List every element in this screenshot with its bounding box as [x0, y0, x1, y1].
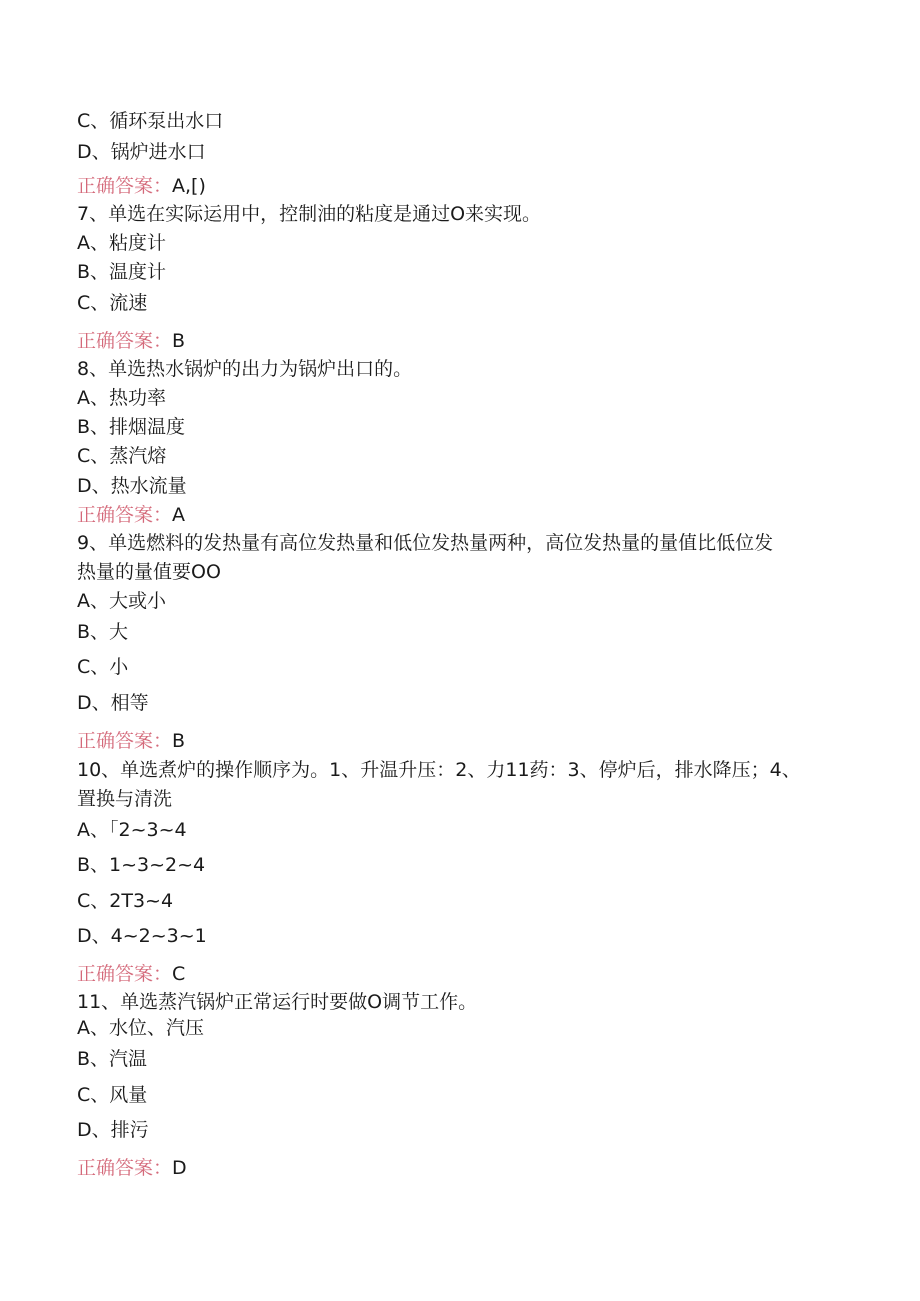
- answer-value: B: [172, 730, 186, 752]
- option-text: B、排烟温度: [77, 416, 186, 438]
- answer-label: 正确答案：: [77, 963, 173, 985]
- question-text: 8、单选热水锅炉的出力为锅炉出口的。: [77, 358, 413, 380]
- option-text: D、相等: [77, 692, 149, 714]
- question-text: 置换与清洗: [77, 788, 173, 810]
- option-text: A、热功率: [77, 387, 166, 409]
- option-text: D、4~2~3~1: [77, 925, 207, 947]
- answer-label: 正确答案：: [77, 330, 173, 352]
- answer-value: B: [172, 330, 186, 352]
- option-text: A、水位、汽压: [77, 1017, 204, 1039]
- answer-value: C: [172, 963, 186, 985]
- answer-line: [77, 173, 206, 199]
- option-text: C、风量: [77, 1084, 148, 1106]
- answer-line: [77, 328, 185, 354]
- answer-line: [77, 961, 185, 987]
- answer-label: 正确答案：: [77, 730, 173, 752]
- answer-label: 正确答案：: [77, 1157, 173, 1179]
- option-text: A、「2~3~4: [77, 819, 187, 841]
- option-text: B、汽温: [77, 1048, 148, 1070]
- option-text: C、流速: [77, 292, 148, 314]
- question-text: 7、单选在实际运用中，控制油的粘度是通过O来实现。: [77, 203, 542, 225]
- option-text: C、蒸汽熔: [77, 445, 167, 467]
- option-text: B、1~3~2~4: [77, 854, 206, 876]
- option-text: C、2T3~4: [77, 890, 174, 912]
- answer-line: [77, 728, 185, 754]
- question-text: 热量的量值要OO: [77, 561, 221, 583]
- option-text: C、小: [77, 656, 129, 678]
- answer-label: 正确答案：: [77, 504, 173, 526]
- question-text: 11、单选蒸汽锅炉正常运行时要做O调节工作。: [77, 991, 478, 1013]
- option-text: A、粘度计: [77, 232, 166, 254]
- option-text: C、循环泵出水口: [77, 110, 224, 132]
- option-text: D、热水流量: [77, 475, 187, 497]
- answer-line: [77, 502, 185, 528]
- question-text: 10、单选煮炉的操作顺序为。1、升温升压：2、力11药：3、停炉后，排水降压；4、: [77, 759, 801, 781]
- answer-value: A,[): [172, 175, 206, 197]
- answer-value: D: [172, 1157, 187, 1179]
- answer-label: 正确答案：: [77, 175, 173, 197]
- option-text: D、排污: [77, 1119, 149, 1141]
- option-text: B、温度计: [77, 261, 167, 283]
- answer-line: [77, 1155, 187, 1181]
- answer-value: A: [172, 504, 186, 526]
- option-text: D、锅炉进水口: [77, 141, 206, 163]
- option-text: A、大或小: [77, 590, 166, 612]
- question-text: 9、单选燃料的发热量有高位发热量和低位发热量两种，高位发热量的量值比低位发: [77, 532, 774, 554]
- option-text: B、大: [77, 621, 129, 643]
